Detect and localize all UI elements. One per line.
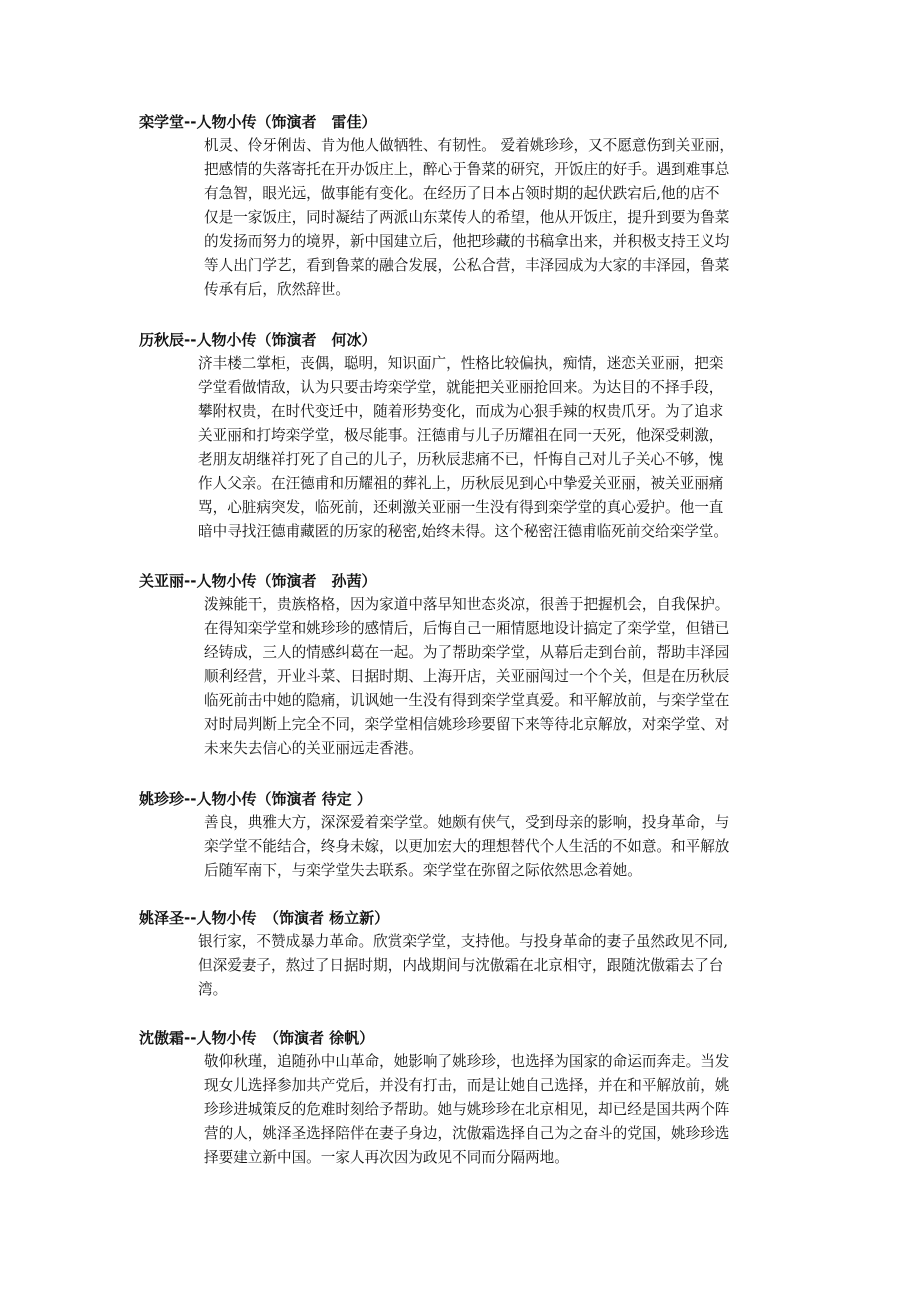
bio-heading: 栾学堂--人物小传（饰演者 雷佳） xyxy=(139,113,377,131)
bio-line: 但深爱妻子，熬过了日据时期，内战期间与沈傲霜在北京相守，跟随沈傲霜去了台 xyxy=(198,957,724,974)
bio-body xyxy=(204,593,804,761)
bio-heading: 沈傲霜--人物小传 （饰演者 徐帆） xyxy=(139,1029,375,1047)
bio-line: 营的人，姚泽圣选择陪伴在妻子身边，沈傲霜选择自己为之奋斗的党国，姚珍珍选 xyxy=(204,1125,730,1142)
bio-line: 等人出门学艺，看到鲁菜的融合发展，公私合营，丰泽园成为大家的丰泽园，鲁菜 xyxy=(204,257,730,274)
bio-body xyxy=(198,352,804,544)
bio-heading: 历秋辰--人物小传（饰演者 何冰） xyxy=(139,331,377,349)
bio-line: 仅是一家饭庄，同时凝结了两派山东菜传人的希望，他从开饭庄，提升到要为鲁菜 xyxy=(204,209,730,226)
bio-line: 暗中寻找汪德甫藏匿的历家的秘密,始终未得。这个秘密汪德甫临死前交给栾学堂。 xyxy=(198,523,729,540)
bio-line: 关亚丽和打垮栾学堂，极尽能事。汪德甫与儿子历耀祖在同一天死，他深受刺激， xyxy=(198,427,724,444)
bio-line: 择要建立新中国。一家人再次因为政见不同而分隔两地。 xyxy=(204,1149,569,1166)
bio-line: 顺利经营，开业斗菜、日据时期、上海开店，关亚丽闯过一个个关，但是在历秋辰 xyxy=(204,668,730,685)
bio-line: 机灵、伶牙俐齿、肯为他人做牺牲、有韧性。 爱着姚珍珍，又不愿意伤到关亚丽， xyxy=(204,137,735,154)
bio-body xyxy=(198,930,804,1002)
bio-line: 骂，心脏病突发，临死前，还刺激关亚丽一生没有得到栾学堂的真心爱护。他一直 xyxy=(198,499,724,516)
bio-line: 有急智，眼光远，做事能有变化。在经历了日本占领时期的起伏跌宕后,他的店不 xyxy=(204,185,720,202)
bio-line: 经铸成，三人的情感纠葛在一起。为了帮助栾学堂，从幕后走到台前，帮助丰泽园 xyxy=(204,644,730,661)
bio-line: 泼辣能干，贵族格格，因为家道中落早知世态炎凉，很善于把握机会，自我保护。 xyxy=(204,596,730,613)
bio-line: 老朋友胡继祥打死了自己的儿子，历秋辰悲痛不已，忏悔自己对儿子关心不够，愧 xyxy=(198,451,724,468)
bio-line: 敬仰秋瑾，追随孙中山革命，她影响了姚珍珍，也选择为国家的命运而奔走。当发 xyxy=(204,1053,730,1070)
bio-line: 对时局判断上完全不同，栾学堂相信姚珍珍要留下来等待北京解放，对栾学堂、对 xyxy=(204,716,730,733)
bio-line: 济丰楼二掌柜，丧偶，聪明，知识面广，性格比较偏执，痴情，迷恋关亚丽，把栾 xyxy=(198,355,724,372)
bio-line: 学堂看做情敌，认为只要击垮栾学堂，就能把关亚丽抢回来。为达目的不择手段， xyxy=(198,379,724,396)
bio-line: 作人父亲。在汪德甫和历耀祖的葬礼上，历秋辰见到心中挚爱关亚丽，被关亚丽痛 xyxy=(198,475,724,492)
bio-body xyxy=(204,134,804,302)
bio-line: 未来失去信心的关亚丽远走香港。 xyxy=(204,740,423,757)
bio-line: 后随军南下，与栾学堂失去联系。栾学堂在弥留之际依然思念着她。 xyxy=(204,862,642,879)
bio-body xyxy=(204,811,804,883)
bio-heading: 姚珍珍--人物小传（饰演者 待定 ） xyxy=(139,790,372,808)
bio-line: 珍珍进城策反的危难时刻给予帮助。她与姚珍珍在北京相见，却已经是国共两个阵 xyxy=(204,1101,730,1118)
bio-line: 的发扬而努力的境界，新中国建立后，他把珍藏的书稿拿出来，并积极支持王义均 xyxy=(204,233,730,250)
bio-line: 攀附权贵，在时代变迁中，随着形势变化，而成为心狠手辣的权贵爪牙。为了追求 xyxy=(198,403,724,420)
bio-heading: 姚泽圣--人物小传 （饰演者 杨立新） xyxy=(139,909,390,927)
bio-line: 临死前击中她的隐痛，讥讽她一生没有得到栾学堂真爱。和平解放前，与栾学堂在 xyxy=(204,692,730,709)
bio-line: 现女儿选择参加共产党后，并没有打击，而是让她自己选择，并在和平解放前，姚 xyxy=(204,1077,730,1094)
bio-line: 善良，典雅大方，深深爱着栾学堂。她颇有侠气，受到母亲的影响，投身革命，与 xyxy=(204,814,730,831)
bio-line: 湾。 xyxy=(198,981,228,998)
bio-line: 传承有后，欣然辞世。 xyxy=(204,281,350,298)
bio-body xyxy=(204,1050,804,1170)
bio-heading: 关亚丽--人物小传（饰演者 孙茜） xyxy=(139,572,377,590)
bio-line: 把感情的失落寄托在开办饭庄上，醉心于鲁菜的研究，开饭庄的好手。遇到难事总 xyxy=(204,161,730,178)
bio-line: 在得知栾学堂和姚珍珍的感情后，后悔自己一厢情愿地设计搞定了栾学堂，但错已 xyxy=(204,620,730,637)
bio-line: 银行家，不赞成暴力革命。欣赏栾学堂，支持他。与投身革命的妻子虽然政见不同, xyxy=(198,933,729,950)
bio-line: 栾学堂不能结合，终身未嫁，以更加宏大的理想替代个人生活的不如意。和平解放 xyxy=(204,838,730,855)
